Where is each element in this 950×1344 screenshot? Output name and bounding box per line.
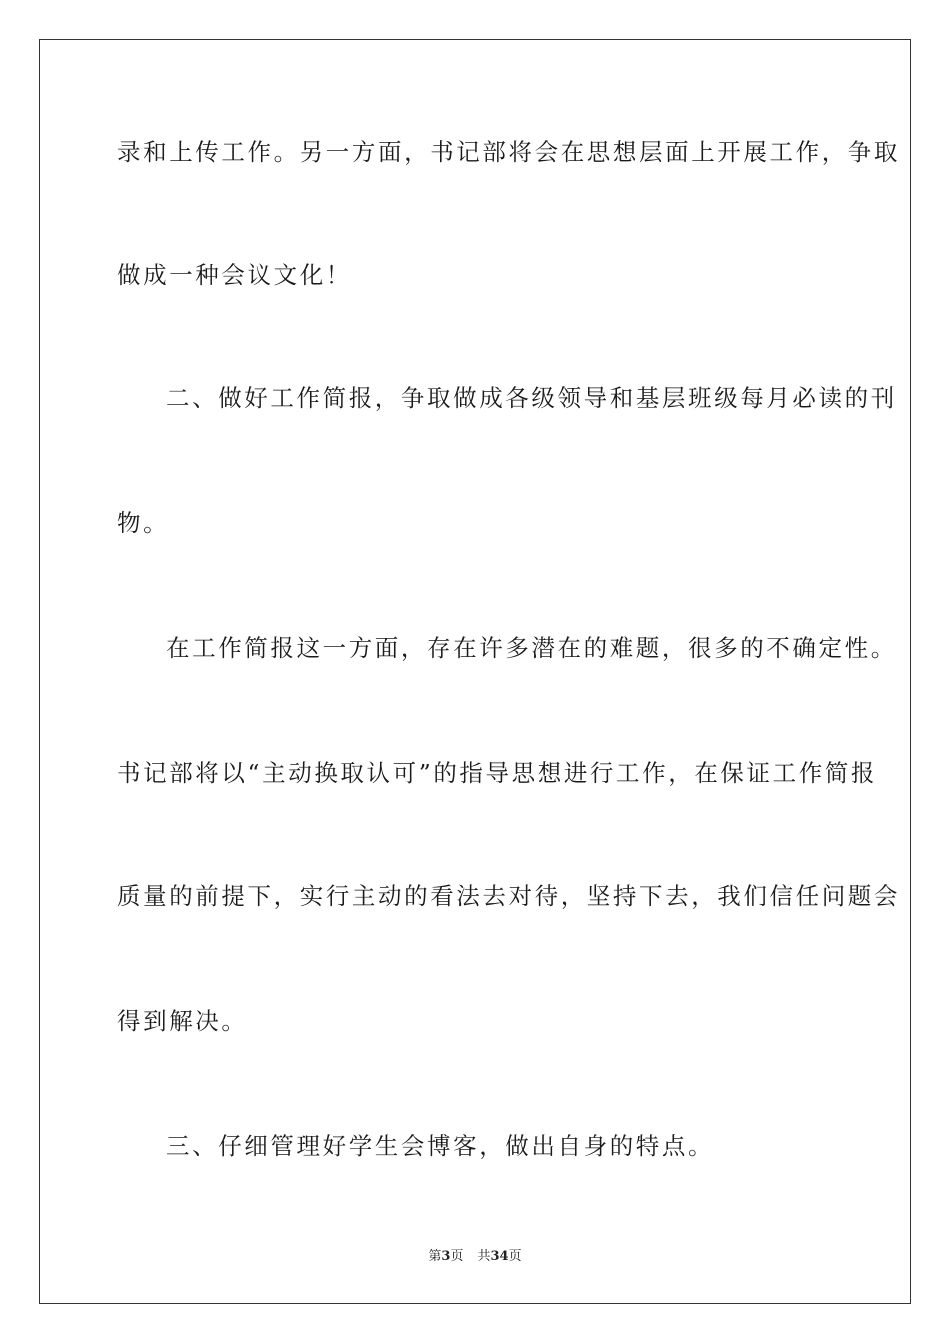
total-pages: 34: [490, 1249, 509, 1264]
body-line-4: 物。: [117, 509, 170, 537]
total-suffix: 页: [508, 1249, 522, 1264]
page-suffix: 页: [450, 1249, 464, 1264]
body-line-9: 三、仔细管理好学生会博客，做出自身的特点。: [166, 1132, 715, 1160]
page-prefix: 第: [428, 1249, 442, 1264]
body-line-7: 质量的前提下，实行主动的看法去对待，坚持下去，我们信任问题会: [117, 882, 900, 910]
body-line-8: 得到解决。: [117, 1007, 248, 1035]
body-line-3: 二、做好工作简报，争取做成各级领导和基层班级每月必读的刊: [166, 384, 897, 412]
page-border: [39, 39, 911, 1304]
page-number: 3: [441, 1249, 451, 1264]
body-line-5: 在工作简报这一方面，存在许多潜在的难题，很多的不确定性。: [166, 634, 897, 662]
page-footer: [0, 1248, 950, 1266]
body-line-6: 书记部将以“主动换取认可”的指导思想进行工作，在保证工作简报: [117, 759, 878, 787]
body-line-2: 做成一种会议文化！: [117, 261, 352, 289]
body-line-1: 录和上传工作。另一方面，书记部将会在思想层面上开展工作，争取: [117, 138, 900, 166]
total-prefix: 共: [477, 1249, 491, 1264]
